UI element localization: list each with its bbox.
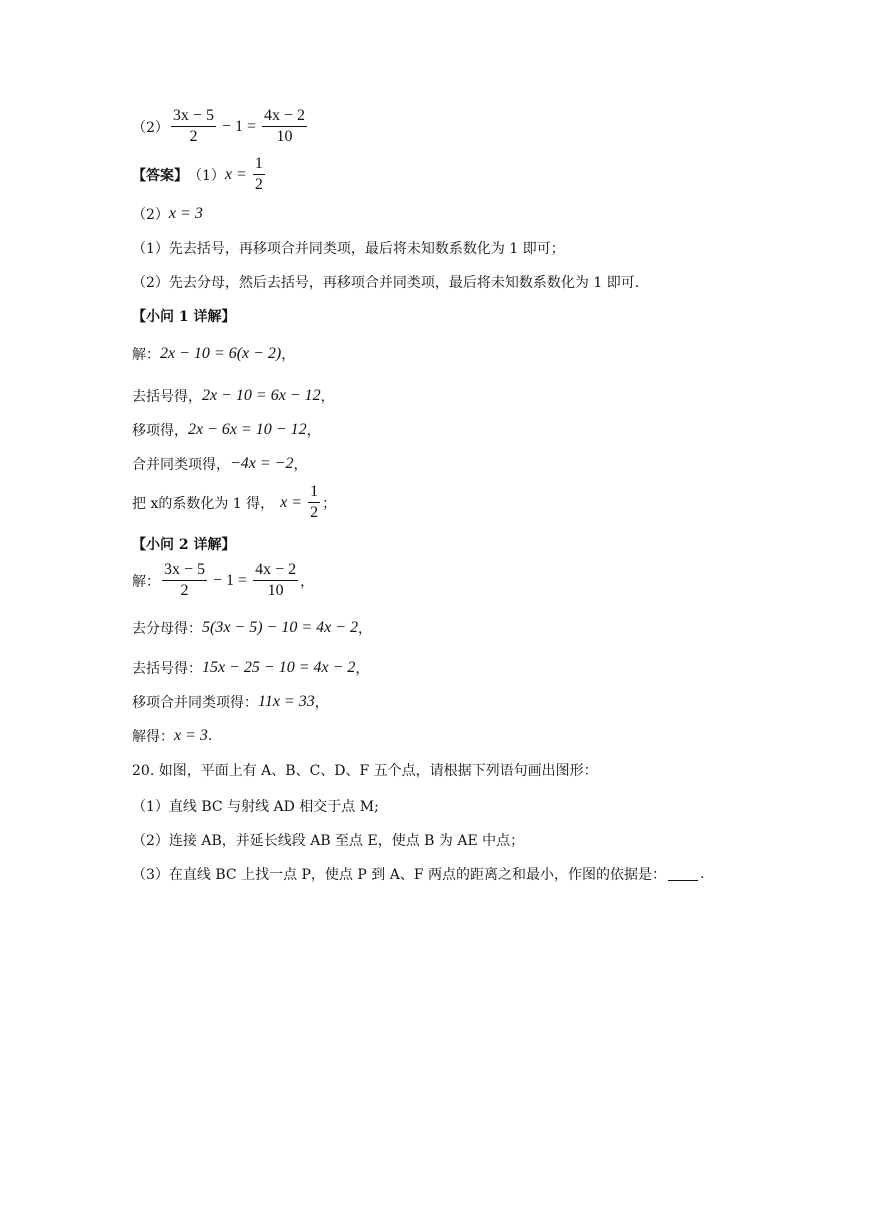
answer-line-1: 【答案】 （1） x = $\frac{1}{2}$ (132, 155, 263, 193)
sub2-step-2: 去分母得： 5(3x − 5) − 10 = 4x − 2 ， (132, 619, 373, 637)
sub2-title: 【小问 2 详解】 (132, 537, 236, 553)
question-20-part-3: （3）在直线 BC 上找一点 P，使点 P 到 A、F 两点的距离之和最小，作图的依据是： . (132, 866, 705, 883)
sub1-step-1: 解： 2x − 10 = 6(x − 2) ， (132, 345, 296, 363)
sub1-step-5: 把 x的系数化为 1 得， x = $\frac{1}{2}$ ； (132, 483, 337, 521)
sub1-fraction: $\frac{1}{2}$ (310, 483, 319, 521)
sub2-fraction-left: $\frac{3x - 5}{2}$ (164, 561, 206, 599)
sub2-fraction-right: $\frac{4x - 2}{10}$ (255, 561, 297, 599)
fraction-right: $\frac{4x - 2}{10}$ (264, 107, 306, 145)
question-20-part-1: （1）直线 BC 与射线 AD 相交于点 M; (132, 799, 379, 815)
question-20-part-2: （2）连接 AB，并延长线段 AB 至点 E，使点 B 为 AE 中点； (132, 833, 525, 849)
sub2-step-3: 去括号得： 15x − 25 − 10 = 4x − 2 ， (132, 659, 370, 677)
answer-blank[interactable] (668, 868, 698, 881)
question-2-equation (132, 108, 309, 145)
answer-label: 【答案】 (132, 167, 188, 184)
sub2-step-1: 解： $\frac{3x - 5}{2}$ − 1 = $\frac{4x - 2}{10}$ ， (132, 561, 315, 599)
equation: $\frac{3x - 5}{2}$ − 1 = $\frac{4x - 2}{10}$ (172, 107, 306, 145)
sub1-step-2: 去括号得， 2x − 10 = 6x − 12 ， (132, 387, 335, 405)
question-2-label: （2） (132, 119, 169, 136)
analysis-2: （2）先去分母，然后去括号，再移项合并同类项，最后将未知数系数化为 1 即可. (132, 275, 640, 291)
sub1-title: 【小问 1 详解】 (132, 309, 236, 325)
fraction-left: $\frac{3x - 5}{2}$ (172, 107, 214, 145)
answer-fraction: $\frac{1}{2}$ (254, 155, 263, 193)
question-20-stem: 20. 如图，平面上有 A、B、C、D、F 五个点，请根据下列语句画出图形： (132, 763, 598, 779)
analysis-1: （1）先去括号，再移项合并同类项，最后将未知数系数化为 1 即可； (132, 241, 565, 257)
sub2-step-5: 解得： x = 3 . (132, 727, 213, 745)
sub1-step-3: 移项得， 2x − 6x = 10 − 12 ， (132, 421, 321, 439)
sub1-step-4: 合并同类项得， −4x = −2 ， (132, 455, 308, 473)
answer-line-2: （2） x = 3 (132, 205, 203, 223)
sub2-step-4: 移项合并同类项得： 11x = 33 ， (132, 693, 329, 711)
